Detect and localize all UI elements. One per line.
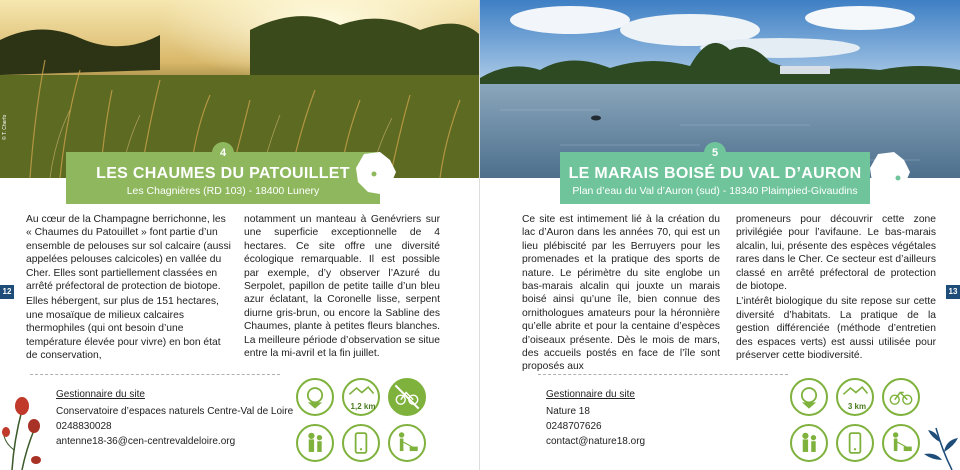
manager-phone: 0248707626 [546,421,602,432]
bike-allowed-icon [882,378,920,416]
dog-on-leash-icon [388,424,426,462]
paragraph: promeneurs pour découvrir cette zone privilégiée pour l’avifaune. Le bas-marais alcalin, lui, présente des espèces végétales rares dans le Cher. Ce secteur est d’ailleurs classé en arrêté préfectoral de protection de biotope. [736,214,936,293]
manager-email[interactable]: contact@nature18.org [546,436,646,447]
site-number-badge: 5 [704,142,726,164]
site-5-banner [560,147,870,204]
cher-map-icon [350,148,402,200]
manager-email[interactable]: antenne18-36@cen-centrevaldeloire.org [56,436,236,447]
divider [538,374,788,375]
trail-distance-icon [836,378,874,416]
site-address: Les Chagnières (RD 103) - 18400 Lunery [126,185,320,197]
left-column-2 [244,213,440,362]
paragraph: notamment un manteau à Genévriers sur une superficie exceptionnelle de 4 hectares. Ce site offre une diversité écologique remarquable. Il est possible par exemple, d’y observer l’Azuré du Serpolet, papillon de petite taille d’un bleu azur éclatant, la Coronelle lisse, serpent diurne gris-brun, ou encore la Sabline des Chaumes, plante à petites fleurs blanches. La meilleure période d’observation se situe entre la mi-avril et la fin juillet. [244,214,440,360]
manager-name: Nature 18 [546,406,590,417]
no-bike-icon [388,378,426,416]
paragraph: Au cœur de la Champagne berrichonne, les « Chaumes du Patouillet » font partie d’un ensemble de pelouses sur sol calcaire (aussi appelées pelouses calcicoles) en vallée du Cher. Elles sont partiellement classées en arrêté préfectoral de protection de biotope. [26,214,231,293]
left-column-1 [26,213,232,364]
manager-title: Gestionnaire du site [546,389,635,400]
site-4-banner [66,147,380,204]
photo-credit: © T. Cherfo [2,114,8,140]
manager-title: Gestionnaire du site [56,389,145,400]
divider [30,374,280,375]
site-manager-info [546,387,766,449]
trail-distance-label: 1,2 km [350,402,376,411]
right-page [480,0,960,470]
page-number: 13 [946,285,960,299]
manager-phone: 0248830028 [56,421,112,432]
site-manager-info [56,387,296,449]
right-column-2 [736,213,936,364]
trail-distance-label: 3 km [847,402,867,411]
smartphone-app-icon [836,424,874,462]
guided-tour-icon [296,424,334,462]
manager-name: Conservatoire d’espaces naturels Centre-Val de Loire [56,406,294,417]
paragraph: L’intérêt biologique du site repose sur cette diversité d’habitats. La pratique de la gestion différenciée (méthode d’entretien des espaces verts) est aussi utilisée pour préserver cette biodiversité. [736,296,936,362]
site-title: LE MARAIS BOISÉ DU VAL D’AURON [568,165,862,182]
guided-tour-icon [790,424,828,462]
cher-map-icon [864,148,916,200]
trail-distance-icon [342,378,380,416]
leaves-decoration [912,420,960,470]
page-number: 12 [0,285,14,299]
site-address: Plan d’eau du Val d’Auron (sud) - 18340 Plaimpied-Givaudins [572,185,858,197]
site-number-badge: 4 [212,142,234,164]
paragraph: Elles hébergent, sur plus de 151 hectares, une mosaïque de milieux calcaires thermophiles (qui ont besoin d’une température élevée pour vivre) en bon état de conservation, [26,296,221,362]
landscape-observation-icon [296,378,334,416]
paragraph: Ce site est intimement lié à la création du lac d’Auron dans les années 70, qui est un lieu plébiscité par les Berruyers pour les promenades et la pratique des sports de nature. Le périmètre du site englobe un bas-marais alcalin qui jouxte un marais boisé ainsi qu’une île, bien connue des ornithologues amateurs pour la héronnière qu’elle abrite et pour la centaine d’espèces d’oiseaux présente. Dès le mois de mars, des accueils postés en face de l’île sont proposés aux [522,214,720,373]
flowers-decoration [0,380,60,470]
site-title: LES CHAUMES DU PATOUILLET [96,165,350,182]
smartphone-app-icon [342,424,380,462]
right-column-1 [522,213,720,376]
landscape-observation-icon [790,378,828,416]
